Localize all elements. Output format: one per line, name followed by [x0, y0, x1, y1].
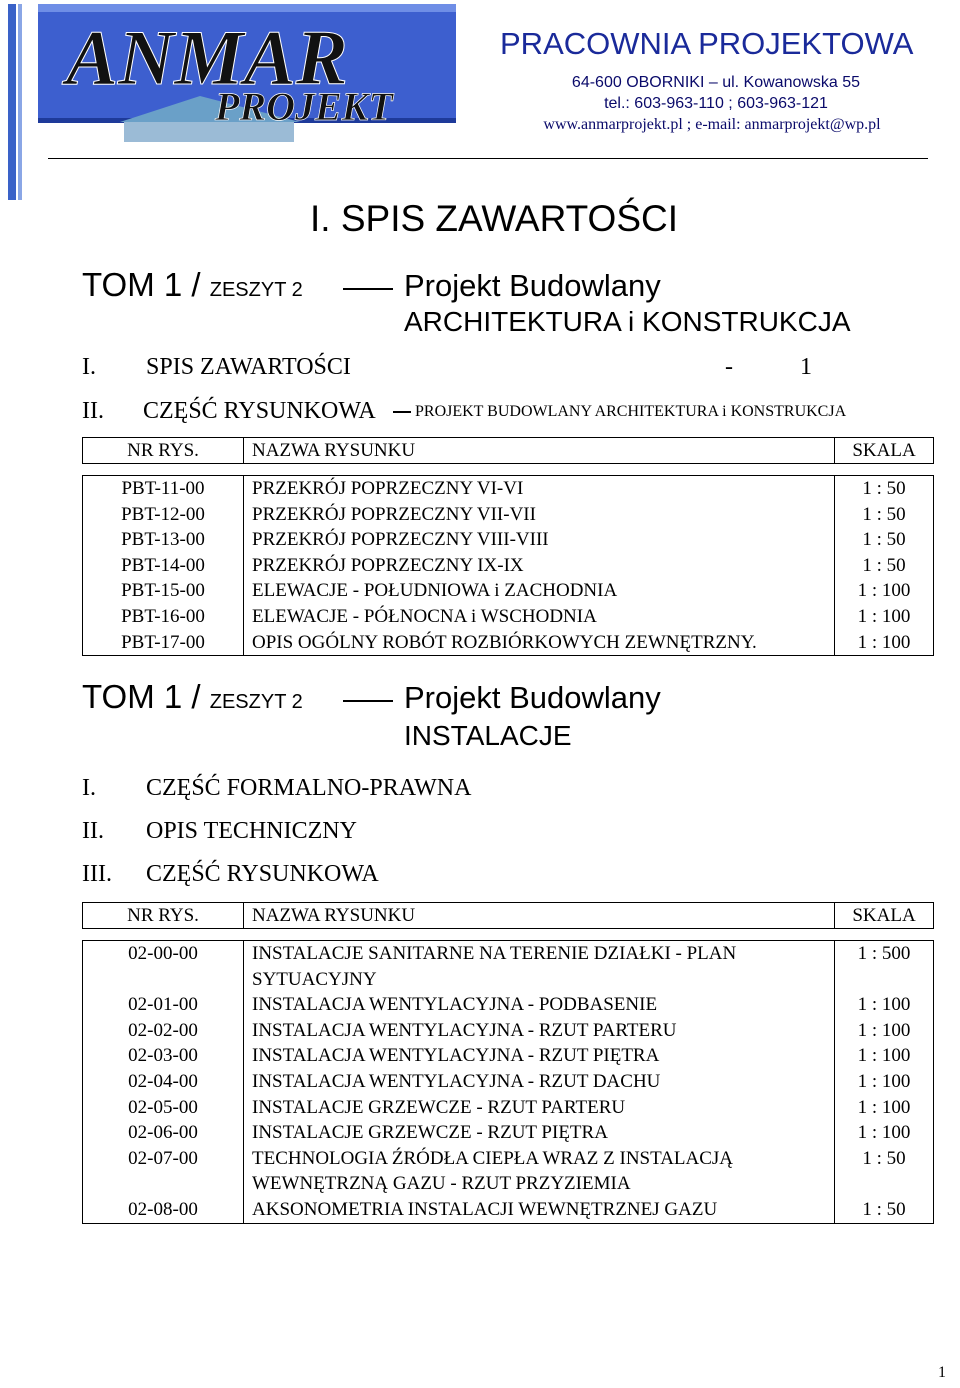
list-label: SPIS ZAWARTOŚCI	[146, 354, 351, 380]
header-name: NAZWA RYSUNKU	[244, 903, 835, 929]
drawing-scale: 1 : 100	[835, 1043, 934, 1069]
drawing-scale: 1 : 100	[835, 578, 934, 604]
table-row	[83, 502, 934, 528]
list-label: CZĘŚĆ RYSUNKOWA	[146, 861, 379, 887]
drawing-number: 02-05-00	[83, 1095, 244, 1121]
drawing-number: 02-07-00	[83, 1146, 244, 1197]
dash-divider	[343, 288, 393, 290]
header-nr: NR RYS.	[83, 438, 244, 464]
tom-number: TOM 1 /	[82, 266, 210, 303]
page-number: 1	[938, 1364, 946, 1381]
dash-divider	[393, 411, 411, 413]
drawing-name: PRZEKRÓJ POPRZECZNY VII-VII	[244, 502, 835, 528]
table-row	[83, 604, 934, 630]
header-divider	[48, 158, 928, 159]
header-scale: SKALA	[835, 903, 934, 929]
table-row	[83, 1197, 934, 1223]
table-row	[83, 1095, 934, 1121]
table-row	[83, 527, 934, 553]
drawing-name: INSTALACJE GRZEWCZE - RZUT PIĘTRA	[244, 1120, 835, 1146]
table-row	[83, 1069, 934, 1095]
drawing-scale: 1 : 50	[835, 553, 934, 579]
zeszyt-label: ZESZYT 2	[209, 691, 303, 713]
drawing-name: INSTALACJA WENTYLACYJNA - RZUT PIĘTRA	[244, 1043, 835, 1069]
drawing-number: PBT-11-00	[83, 476, 244, 502]
drawing-scale: 1 : 50	[835, 502, 934, 528]
drawing-name: AKSONOMETRIA INSTALACJI WEWNĘTRZNEJ GAZU	[244, 1197, 835, 1223]
table-row	[83, 553, 934, 579]
drawing-scale: 1 : 100	[835, 630, 934, 656]
drawing-number: PBT-12-00	[83, 502, 244, 528]
project-subtitle: INSTALACJE	[404, 720, 572, 751]
page-title: I. SPIS ZAWARTOŚCI	[310, 198, 679, 239]
drawing-number: PBT-14-00	[83, 553, 244, 579]
company-address: 64-600 OBORNIKI – ul. Kowanowska 55	[571, 74, 861, 91]
project-subtitle: ARCHITEKTURA i KONSTRUKCJA	[404, 306, 851, 337]
drawings-table-1	[82, 475, 934, 656]
drawing-name: PRZEKRÓJ POPRZECZNY VI-VI	[244, 476, 835, 502]
list-dash: -	[725, 354, 733, 380]
list-label: OPIS TECHNICZNY	[146, 818, 357, 844]
tom-label	[82, 678, 303, 716]
header-nr: NR RYS.	[83, 903, 244, 929]
list-label: CZĘŚĆ RYSUNKOWA	[143, 398, 376, 424]
list-label: CZĘŚĆ FORMALNO-PRAWNA	[146, 775, 472, 801]
tom-number: TOM 1 /	[82, 678, 210, 715]
drawing-name: INSTALACJA WENTYLACYJNA - PODBASENIE	[244, 992, 835, 1018]
table-row	[83, 1043, 934, 1069]
list-num: I.	[82, 354, 96, 380]
table-row	[83, 992, 934, 1018]
drawing-number: 02-06-00	[83, 1120, 244, 1146]
drawing-number: 02-03-00	[83, 1043, 244, 1069]
drawing-number: PBT-16-00	[83, 604, 244, 630]
list-num: I.	[82, 775, 96, 801]
table-header-2	[82, 902, 934, 929]
list-sublabel: PROJEKT BUDOWLANY ARCHITEKTURA i KONSTRUKCJA	[415, 403, 847, 420]
company-phone: tel.: 603-963-110 ; 603-963-121	[604, 95, 828, 112]
drawing-scale: 1 : 100	[835, 1095, 934, 1121]
drawing-number: 02-00-00	[83, 941, 244, 993]
drawing-scale: 1 : 100	[835, 1069, 934, 1095]
svg-text:ANMAR: ANMAR	[66, 14, 348, 101]
company-name: PRACOWNIA PROJEKTOWA	[500, 26, 914, 61]
drawing-scale: 1 : 100	[835, 604, 934, 630]
drawing-number: 02-02-00	[83, 1018, 244, 1044]
drawing-number: 02-01-00	[83, 992, 244, 1018]
drawing-number: PBT-17-00	[83, 630, 244, 656]
drawing-scale: 1 : 100	[835, 1018, 934, 1044]
table-row	[83, 1146, 934, 1197]
table-header-1	[82, 437, 934, 464]
drawing-name: PRZEKRÓJ POPRZECZNY VIII-VIII	[244, 527, 835, 553]
page-ref: 1	[800, 354, 812, 380]
dash-divider	[343, 700, 393, 702]
drawing-name: TECHNOLOGIA ŹRÓDŁA CIEPŁA WRAZ Z INSTALACJĄ WEWNĘTRZNĄ GAZU - RZUT PRZYZIEMIA	[244, 1146, 835, 1197]
table-row	[83, 476, 934, 502]
drawing-name: OPIS OGÓLNY ROBÓT ROZBIÓRKOWYCH ZEWNĘTRZNY.	[244, 630, 835, 656]
table-row	[83, 578, 934, 604]
drawing-name: INSTALACJA WENTYLACYJNA - RZUT DACHU	[244, 1069, 835, 1095]
drawing-scale: 1 : 50	[835, 476, 934, 502]
drawing-name: ELEWACJE - POŁUDNIOWA i ZACHODNIA	[244, 578, 835, 604]
list-num: II.	[82, 818, 104, 844]
drawing-name: INSTALACJA WENTYLACYJNA - RZUT PARTERU	[244, 1018, 835, 1044]
table-row	[83, 1018, 934, 1044]
drawing-scale: 1 : 500	[835, 941, 934, 993]
drawing-number: PBT-13-00	[83, 527, 244, 553]
drawing-scale: 1 : 100	[835, 992, 934, 1018]
drawing-scale: 1 : 50	[835, 1146, 934, 1197]
header-name: NAZWA RYSUNKU	[244, 438, 835, 464]
tom-label	[82, 266, 303, 304]
drawing-name: INSTALACJE SANITARNE NA TERENIE DZIAŁKI - PLAN SYTUACYJNY	[244, 941, 835, 993]
drawing-number: 02-08-00	[83, 1197, 244, 1223]
drawings-table-2	[82, 940, 934, 1224]
table-row	[83, 1120, 934, 1146]
table-row	[83, 630, 934, 656]
anmar-logo	[0, 0, 460, 205]
list-num: II.	[82, 398, 104, 424]
svg-text:PROJEKT: PROJEKT	[215, 84, 393, 129]
drawing-name: INSTALACJE GRZEWCZE - RZUT PARTERU	[244, 1095, 835, 1121]
drawing-number: PBT-15-00	[83, 578, 244, 604]
project-type: Projekt Budowlany	[404, 268, 661, 303]
header-scale: SKALA	[835, 438, 934, 464]
drawing-name: ELEWACJE - PÓŁNOCNA i WSCHODNIA	[244, 604, 835, 630]
drawing-name: PRZEKRÓJ POPRZECZNY IX-IX	[244, 553, 835, 579]
drawing-scale: 1 : 100	[835, 1120, 934, 1146]
zeszyt-label: ZESZYT 2	[209, 279, 303, 301]
drawing-number: 02-04-00	[83, 1069, 244, 1095]
table-row	[83, 941, 934, 993]
drawing-scale: 1 : 50	[835, 1197, 934, 1223]
company-web: www.anmarprojekt.pl ; e-mail: anmarprojekt@wp.pl	[543, 116, 881, 133]
list-num: III.	[82, 861, 112, 887]
drawing-scale: 1 : 50	[835, 527, 934, 553]
project-type: Projekt Budowlany	[404, 680, 661, 715]
